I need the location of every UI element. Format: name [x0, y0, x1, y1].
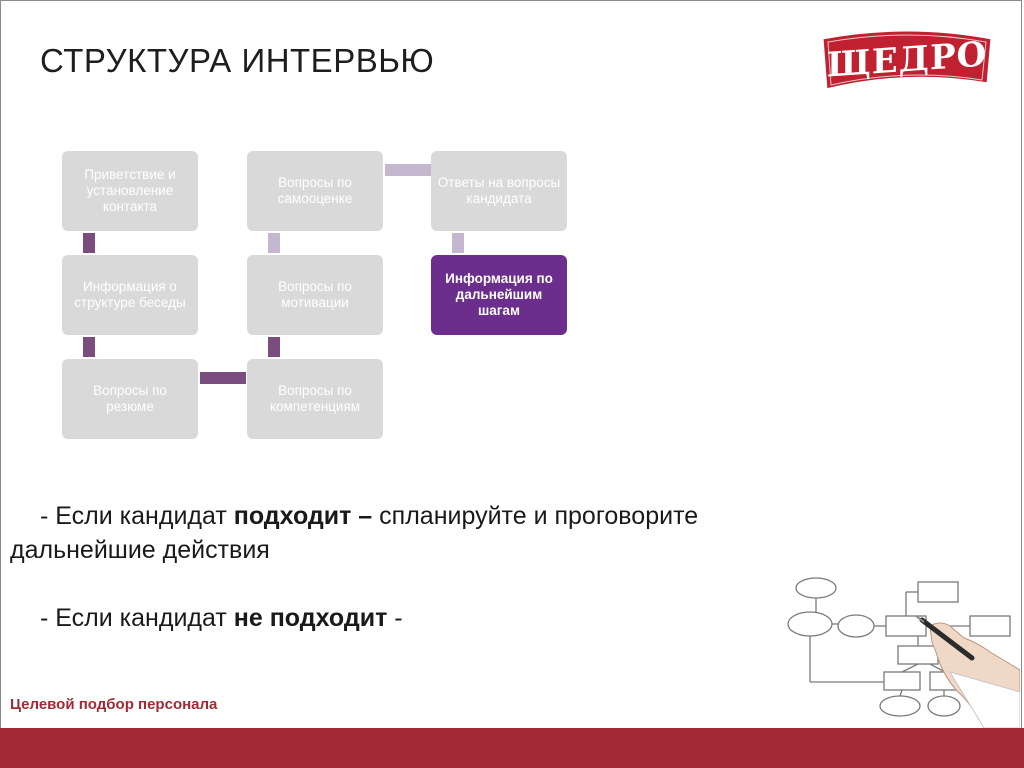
body-text-line-continuation: дальнейшие действия: [10, 536, 270, 564]
text-fragment-bold: подходит –: [233, 502, 373, 530]
flow-connector: [200, 372, 246, 384]
flow-box-label: Приветствие и установление контакта: [84, 167, 176, 214]
flow-connector: [385, 164, 431, 176]
flow-box-structure-info: [62, 255, 198, 335]
flow-connector: [83, 233, 95, 253]
hand-drawing-flowchart-icon: [780, 572, 1020, 728]
text-fragment: -: [387, 604, 403, 632]
text-fragment-bold: не подходит: [233, 604, 388, 632]
flow-box-label: Информация о структуре беседы: [74, 279, 186, 310]
flow-connector: [268, 337, 280, 357]
flow-box-label: Вопросы по самооценке: [277, 175, 353, 206]
flow-box-competency-questions: [247, 359, 383, 439]
flow-box-motivation-questions: [247, 255, 383, 335]
flow-box-candidate-answers: [431, 151, 567, 231]
brand-logo: [818, 24, 996, 96]
logo-text: ЩЕДРО: [826, 34, 988, 86]
flow-box-label: Информация по дальнейшим шагам: [445, 271, 553, 318]
flow-box-label: Вопросы по компетенциям: [269, 383, 361, 414]
flow-connector: [268, 233, 280, 253]
flow-box-self-assessment-questions: [247, 151, 383, 231]
body-text-line-fits: [40, 502, 698, 531]
flow-connector: [452, 233, 464, 253]
flow-box-label: Вопросы по мотивации: [278, 279, 352, 310]
text-fragment: спланируйте и проговорите: [372, 502, 699, 530]
footer-label: Целевой подбор персонала: [10, 696, 218, 713]
flow-box-resume-questions: [62, 359, 198, 439]
flow-box-label: Ответы на вопросы кандидата: [437, 175, 561, 206]
slide-title: СТРУКТУРА ИНТЕРВЬЮ: [40, 42, 435, 79]
flow-connector: [83, 337, 95, 357]
flow-box-greeting: [62, 151, 198, 231]
footer-bar: [0, 728, 1024, 768]
flow-box-label: Вопросы по резюме: [93, 383, 167, 414]
text-fragment: - Если кандидат: [40, 604, 234, 632]
body-text-line-not-fits: [40, 604, 403, 633]
text-fragment: - Если кандидат: [40, 502, 234, 530]
flow-box-next-steps-info: [431, 255, 567, 335]
